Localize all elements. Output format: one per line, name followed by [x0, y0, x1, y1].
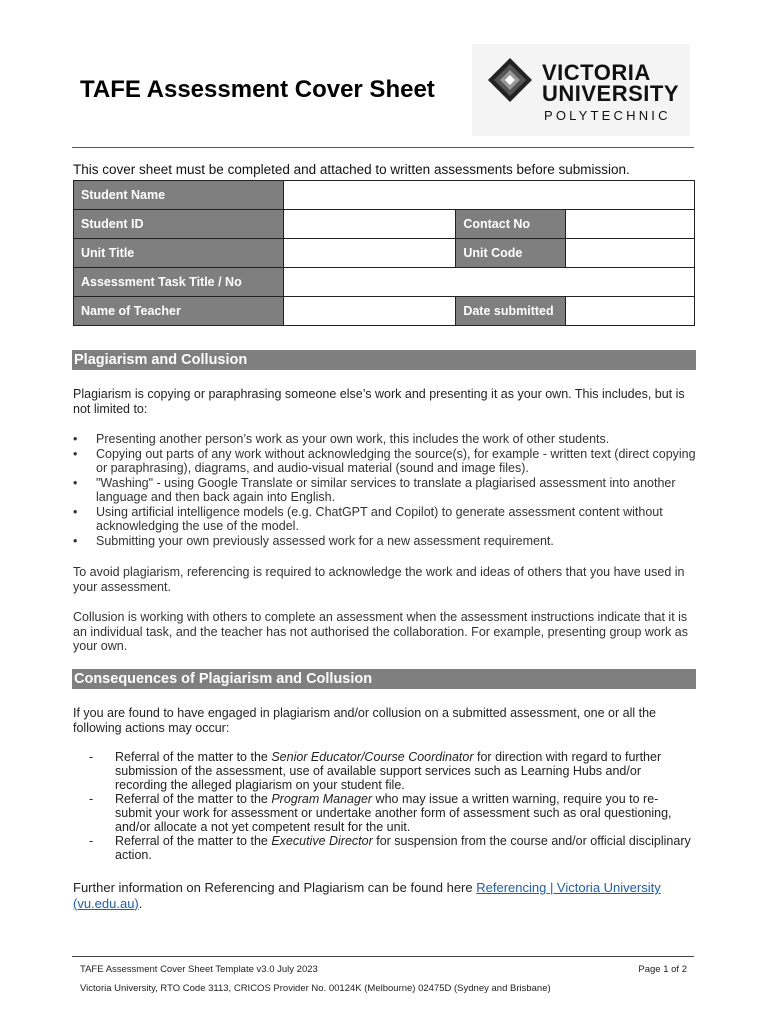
diamond-logo-icon	[488, 58, 532, 102]
item-pre: Referral of the matter to the	[115, 750, 272, 764]
task-title-label: Assessment Task Title / No	[74, 268, 284, 297]
form-row	[74, 268, 695, 297]
contact-no-label: Contact No	[456, 210, 566, 239]
collusion-text: Collusion is working with others to complete an assessment when the assessment instructions indicate that it is an individual task, and the teacher has not authorised the collaboration. For example, presenting group work as your own.	[73, 610, 688, 653]
item-post: for suspension from the course and/or official disciplinary action.	[115, 834, 691, 862]
form-row	[74, 210, 695, 239]
form-row	[74, 297, 695, 326]
plagiarism-intro: Plagiarism is copying or paraphrasing someone else’s work and presenting it as your own. This includes, but is not limited to:	[73, 387, 685, 416]
cover-sheet-form	[73, 180, 695, 326]
unit-code-field[interactable]	[566, 239, 695, 268]
list-item-text: Submitting your own previously assessed work for a new assessment requirement.	[96, 533, 554, 548]
student-name-label: Student Name	[74, 181, 284, 210]
list-item: • Using artificial intelligence models (e.g. ChatGPT and Copilot) to generate assessment content without acknowledging the use of the model.	[73, 504, 663, 533]
further-info-post: .	[138, 895, 143, 911]
logo-text-line1: VICTORIA	[542, 60, 651, 85]
list-item: • "Washing" - using Google Translate or similar services to translate a plagiarised assessment into another language and then back again into English.	[73, 475, 676, 504]
item-post: who may issue a written warning, require you to re-submit your work for assessment or undertake another form of assessment such as oral questioning, and/or allocate a not yet competent result for the unit.	[115, 792, 672, 834]
consequences-intro: If you are found to have engaged in plagiarism and/or collusion on a submitted assessment, one or all the following actions may occur:	[73, 706, 656, 735]
item-pre: Referral of the matter to the	[115, 792, 272, 806]
item-post: for direction with regard to further submission of the assessment, use of available support services such as Learning Hubs and/or recording the alleged plagiarism on your student file.	[115, 750, 662, 792]
footer-divider	[72, 956, 694, 957]
logo-text-line2: UNIVERSITY	[542, 81, 680, 106]
university-logo	[472, 44, 690, 136]
consequences-heading: Consequences of Plagiarism and Collusion	[72, 669, 696, 689]
item-role: Program Manager	[271, 792, 373, 806]
list-item-text: Copying out parts of any work without acknowledging the source(s), for example - written text (direct copying or paraphrasing), diagrams, and audio-visual material (sound and image files).	[96, 446, 696, 475]
student-id-label: Student ID	[74, 210, 284, 239]
avoid-plagiarism-text: To avoid plagiarism, referencing is required to acknowledge the work and ideas of others that you have used in your assessment.	[73, 565, 685, 594]
form-row	[74, 239, 695, 268]
list-item: - Referral of the matter to the Program Manager who may issue a written warning, require you to re-submit your work for assessment or undertake another form of assessment such as oral questioning, and/or allocate a not yet competent result for the unit.	[89, 792, 672, 834]
student-name-field[interactable]	[283, 181, 694, 210]
plagiarism-bullet-list	[73, 432, 698, 548]
page-title: TAFE Assessment Cover Sheet	[80, 76, 435, 103]
list-item: - Referral of the matter to the Executive Director for suspension from the course and/or official disciplinary action.	[89, 834, 691, 862]
further-info-pre: Further information on Referencing and Plagiarism can be found here	[73, 880, 477, 895]
list-item: • Presenting another person’s work as your own work, this includes the work of other students.	[73, 432, 610, 446]
date-submitted-label: Date submitted	[456, 297, 566, 326]
form-row	[74, 181, 695, 210]
unit-code-label: Unit Code	[456, 239, 566, 268]
referencing-link[interactable]: Referencing | Victoria University (vu.edu.au)	[73, 880, 661, 911]
footer-provider: Victoria University, RTO Code 3113, CRICOS Provider No. 00124K (Melbourne) 02475D (Sydney and Brisbane)	[80, 983, 551, 994]
logo-text-line3: POLYTECHNIC	[544, 108, 671, 123]
list-item-text: Using artificial intelligence models (e.g. ChatGPT and Copilot) to generate assessment content without acknowledging the use of the model.	[96, 504, 663, 533]
student-id-field[interactable]	[283, 210, 456, 239]
intro-text: This cover sheet must be completed and attached to written assessments before submission.	[73, 162, 630, 177]
list-item-text: Presenting another person’s work as your own work, this includes the work of other students.	[96, 432, 610, 446]
list-item: • Copying out parts of any work without acknowledging the source(s), for example - written text (direct copying or paraphrasing), diagrams, and audio-visual material (sound and image files).	[73, 446, 696, 475]
footer-template: TAFE Assessment Cover Sheet Template v3.0 July 2023	[80, 964, 318, 975]
item-role: Executive Director	[271, 834, 373, 848]
teacher-field[interactable]	[283, 297, 456, 326]
plagiarism-heading: Plagiarism and Collusion	[72, 350, 696, 370]
list-item-text: "Washing" - using Google Translate or similar services to translate a plagiarised assessment into another language and then back again into English.	[96, 475, 676, 504]
item-pre: Referral of the matter to the	[115, 834, 272, 848]
list-item: - Referral of the matter to the Senior Educator/Course Coordinator for direction with regard to further submission of the assessment, use of available support services such as Learning Hubs and/or recording the alleged plagiarism on your student file.	[89, 750, 662, 792]
item-role: Senior Educator/Course Coordinator	[271, 750, 474, 764]
unit-title-label: Unit Title	[74, 239, 284, 268]
teacher-label: Name of Teacher	[74, 297, 284, 326]
footer-page-number: Page 1 of 2	[638, 964, 687, 975]
list-item: • Submitting your own previously assessed work for a new assessment requirement.	[73, 533, 554, 548]
further-info-text	[73, 880, 698, 911]
consequences-list	[89, 750, 693, 862]
unit-title-field[interactable]	[283, 239, 456, 268]
contact-no-field[interactable]	[566, 210, 695, 239]
task-title-field[interactable]	[283, 268, 694, 297]
header-divider	[72, 147, 694, 148]
date-submitted-field[interactable]	[566, 297, 695, 326]
